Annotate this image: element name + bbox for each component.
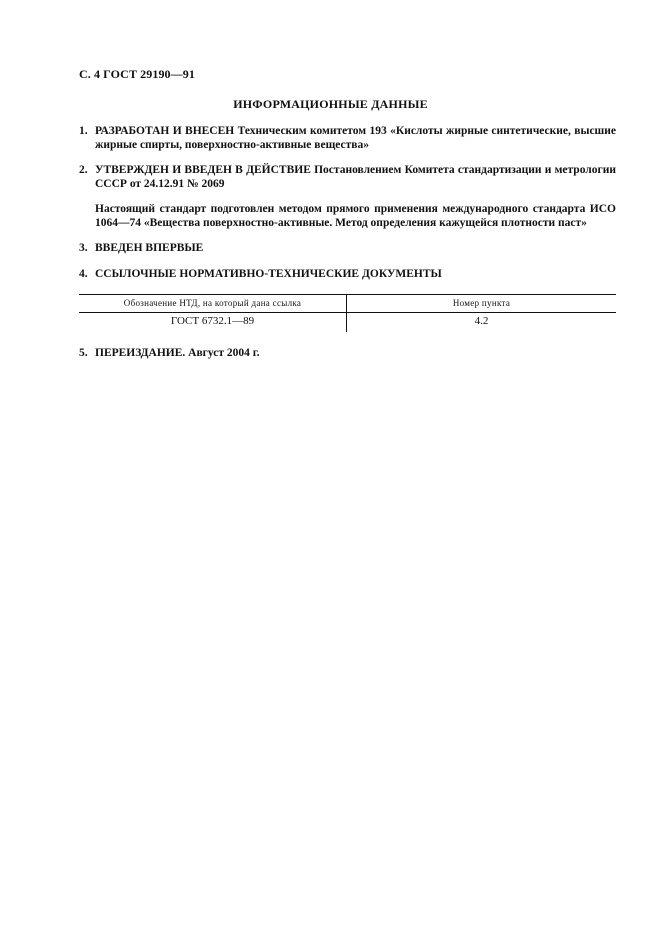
column-header-designation: Обозначение НТД, на который дана ссылка xyxy=(79,295,347,312)
info-item-4 xyxy=(79,267,616,281)
item-text: Август 2004 г. xyxy=(185,347,260,359)
item-body xyxy=(95,267,616,281)
table-row xyxy=(79,313,616,332)
item-body xyxy=(95,124,616,152)
item-text: Постановлением Комитета стандартизации и метрологии СССР от 24.12.91 № 2069 xyxy=(95,164,616,190)
item-number: 4. xyxy=(79,268,88,280)
item-lead: РАЗРАБОТАН И ВНЕСЕН xyxy=(95,125,235,137)
table-header-row xyxy=(79,295,616,313)
table-cell-designation: ГОСТ 6732.1—89 xyxy=(79,313,347,332)
info-item-1 xyxy=(79,124,616,152)
item-lead: ССЫЛОЧНЫЕ НОРМАТИВНО-ТЕХНИЧЕСКИЕ ДОКУМЕНТЫ xyxy=(95,268,442,280)
info-item-3 xyxy=(79,241,616,255)
section-title: ИНФОРМАЦИОННЫЕ ДАННЫЕ xyxy=(233,97,428,111)
item-text: Техническим комитетом 193 «Кислоты жирные синтетические, высшие жирные спирты, поверхностно-активные вещества» xyxy=(95,125,616,151)
item-body xyxy=(95,163,616,191)
info-item-5 xyxy=(79,346,616,360)
item-body xyxy=(95,346,616,360)
column-header-clause: Номер пункта xyxy=(452,298,511,308)
reference-table xyxy=(79,294,616,332)
item-number: 3. xyxy=(79,242,88,254)
item-lead: УТВЕРЖДЕН И ВВЕДЕН В ДЕЙСТВИЕ xyxy=(95,164,311,176)
table-cell-clause: 4.2 xyxy=(474,315,489,327)
note-paragraph: Настоящий стандарт подготовлен методом прямого применения международного стандарта ИСО 1064—74 «Вещества поверхностно-активные. Метод определения кажущейся плотности паст» xyxy=(95,203,616,229)
page-header: С. 4 ГОСТ 29190—91 xyxy=(79,67,195,81)
item-number: 2. xyxy=(79,164,88,176)
item-lead: ВВЕДЕН ВПЕРВЫЕ xyxy=(95,242,204,254)
item-lead: ПЕРЕИЗДАНИЕ. xyxy=(95,347,186,359)
item-number: 1. xyxy=(79,125,88,137)
info-item-2 xyxy=(79,163,616,191)
item-body xyxy=(95,241,616,255)
item-number: 5. xyxy=(79,347,88,359)
